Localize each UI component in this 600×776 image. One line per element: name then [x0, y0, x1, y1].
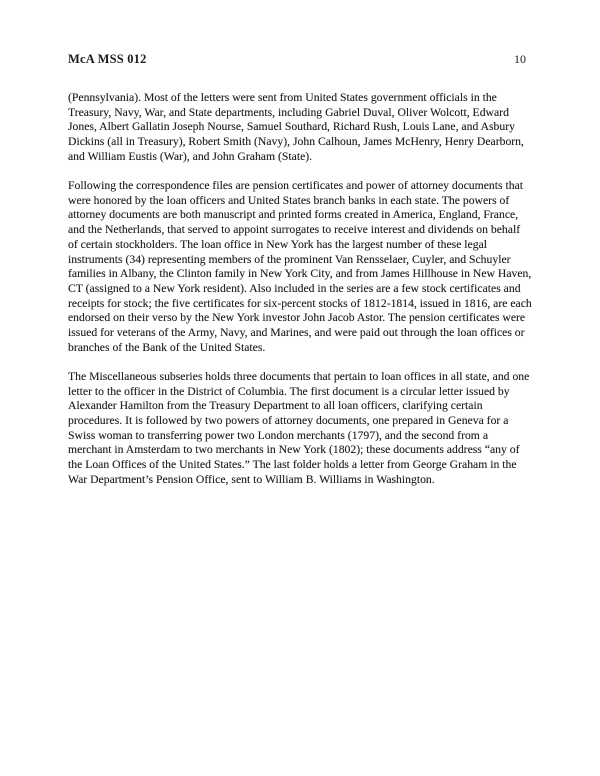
document-body: [68, 91, 532, 488]
paragraph: (Pennsylvania). Most of the letters were sent from United States government officials in the Treasury, Navy, War, and State departments, including Gabriel Duval, Oliver Wolcott, Edward Jones, Albert Gallatin Joseph Nourse, Samuel Southard, Richard Rush, Louis Lane, and Asbury Dickins (all in Treasury), Robert Smith (Navy), John Calhoun, James McHenry, Henry Dearborn, and William Eustis (War), and John Graham (State).: [68, 91, 524, 163]
page-header: [68, 52, 532, 67]
paragraph: The Miscellaneous subseries holds three documents that pertain to loan offices in all state, and one letter to the officer in the District of Columbia. The first document is a circular letter issued by Alexander Hamilton from the Treasury Department to all loan officers, clarifying certain procedures. It is followed by two powers of attorney documents, one prepared in Geneva for a Swiss woman to transferring power two London merchants (1797), and the second from a merchant in Amsterdam to two merchants in New York (1802); these documents address “any of the Loan Offices of the United States.” The last folder holds a letter from George Graham in the War Department’s Pension Office, sent to William B. Williams in Washington.: [68, 369, 530, 486]
collection-number: McA MSS 012: [68, 52, 147, 66]
paragraph: Following the correspondence files are pension certificates and power of attorney documents that were honored by the loan officers and United States branch banks in each state. The powers of attorney documents are both manuscript and printed forms created in America, England, France, and the Netherlands, that served to appoint surrogates to receive interest and dividends on behalf of certain stockholders. The loan office in New York has the largest number of these legal instruments (34) representing members of the prominent Van Rensselaer, Cuyler, and Schuyler families in Albany, the Clinton family in New York City, and from James Hillhouse in New Haven, CT (assigned to a New York resident). Also included in the series are a few stock certificates and receipts for stock; the five certificates for six-percent stocks of 1812-1814, issued in 1816, are each endorsed on their verso by the New York investor John Jacob Astor. The pension certificates were issued for veterans of the Army, Navy, and Marines, and were paid out through the loan offices or branches of the Bank of the United States.: [68, 179, 532, 354]
page-number: 10: [514, 52, 526, 66]
